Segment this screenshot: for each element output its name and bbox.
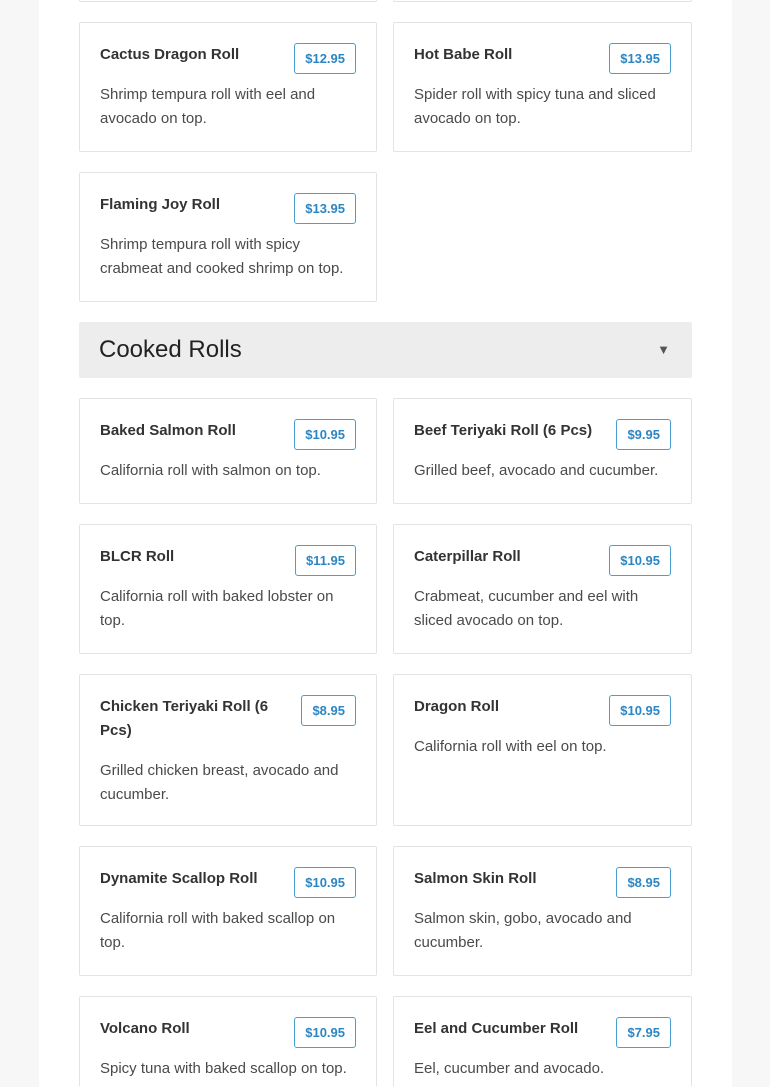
item-description: Grilled chicken breast, avocado and cucumber. (100, 762, 339, 803)
menu-item-card[interactable] (393, 398, 692, 504)
price-badge: $7.95 (616, 1017, 671, 1048)
item-name: Cactus Dragon Roll (100, 46, 240, 63)
item-name: Salmon Skin Roll (414, 870, 537, 887)
price-badge: $10.95 (609, 545, 671, 576)
price-badge: $8.95 (616, 867, 671, 898)
item-name: Flaming Joy Roll (100, 196, 221, 213)
price-badge: $9.95 (616, 419, 671, 450)
price-badge: $8.95 (301, 695, 356, 726)
menu-item-card[interactable] (79, 674, 377, 826)
menu-item-card[interactable] (393, 846, 692, 976)
menu-item-card[interactable] (79, 524, 377, 654)
item-name: Beef Teriyaki Roll (6 Pcs) (414, 422, 593, 439)
price-badge: $12.95 (294, 43, 356, 74)
item-description: Spicy tuna with baked scallop on top. (100, 1060, 347, 1077)
item-name: Hot Babe Roll (414, 46, 513, 63)
menu-item-card[interactable] (79, 22, 377, 152)
menu-item-card[interactable] (393, 996, 692, 1087)
item-description: Crabmeat, cucumber and eel with sliced avocado on top. (414, 588, 639, 629)
price-badge: $10.95 (609, 695, 671, 726)
item-name: Chicken Teriyaki Roll (6 Pcs) (100, 698, 269, 739)
menu-item-card[interactable] (79, 846, 377, 976)
item-name: BLCR Roll (100, 548, 175, 565)
item-name: Dynamite Scallop Roll (100, 870, 258, 887)
menu-item-card[interactable] (393, 674, 692, 826)
price-badge: $13.95 (609, 43, 671, 74)
menu-item-card[interactable] (79, 398, 377, 504)
item-name: Dragon Roll (414, 698, 499, 715)
item-description: California roll with salmon on top. (100, 462, 321, 479)
price-badge: $10.95 (294, 867, 356, 898)
price-badge: $11.95 (295, 545, 356, 576)
menu-item-card[interactable] (79, 996, 377, 1087)
price-badge: $10.95 (294, 1017, 356, 1048)
item-description: California roll with eel on top. (414, 738, 607, 755)
menu-item-card[interactable] (393, 524, 692, 654)
item-name: Baked Salmon Roll (100, 422, 236, 439)
menu-item-card-partial[interactable] (393, 0, 692, 2)
menu-item-card-partial[interactable] (79, 0, 377, 2)
menu-item-card[interactable] (393, 22, 692, 152)
item-name: Volcano Roll (100, 1020, 190, 1037)
price-badge: $10.95 (294, 419, 356, 450)
chevron-down-icon[interactable]: ▼ (657, 342, 670, 357)
item-description: Shrimp tempura roll with eel and avocado on top. (100, 86, 316, 127)
item-description: Shrimp tempura roll with spicy crabmeat and cooked shrimp on top. (100, 236, 344, 277)
section-title: Cooked Rolls (99, 336, 242, 363)
item-description: California roll with baked lobster on top. (100, 588, 334, 629)
item-description: Eel, cucumber and avocado. (414, 1060, 605, 1077)
item-name: Eel and Cucumber Roll (414, 1020, 579, 1037)
section-header-cooked-rolls[interactable] (79, 322, 692, 378)
item-description: Grilled beef, avocado and cucumber. (414, 462, 659, 479)
menu-item-card[interactable] (79, 172, 377, 302)
item-description: Spider roll with spicy tuna and sliced avocado on top. (414, 86, 656, 127)
item-description: California roll with baked scallop on top. (100, 910, 336, 951)
item-description: Salmon skin, gobo, avocado and cucumber. (414, 910, 632, 951)
item-name: Caterpillar Roll (414, 548, 521, 565)
price-badge: $13.95 (294, 193, 356, 224)
